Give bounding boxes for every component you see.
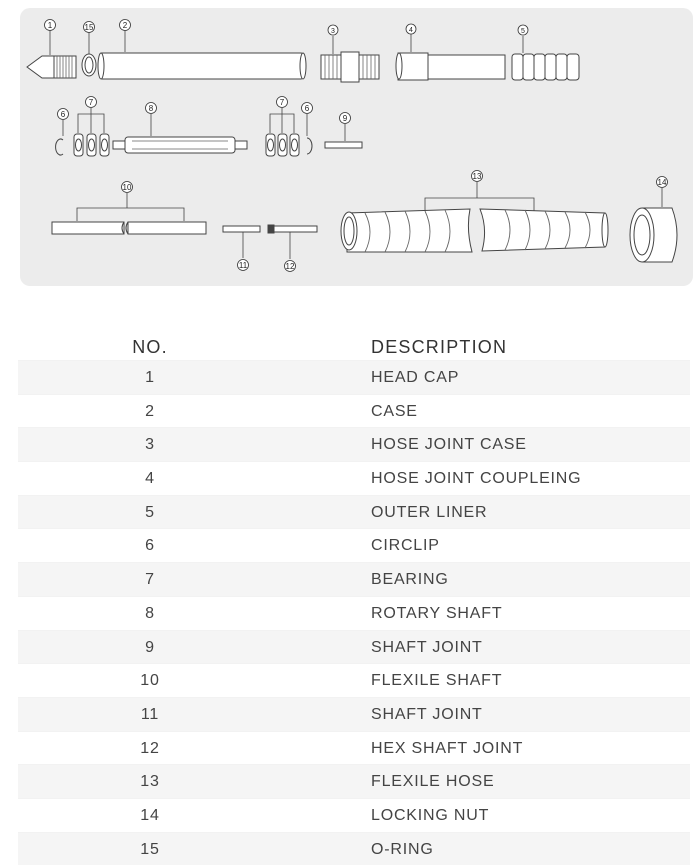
part-number: 14 bbox=[140, 806, 160, 824]
parts-table-header bbox=[18, 328, 690, 360]
part-hex-shaft-joint bbox=[268, 225, 317, 233]
table-row bbox=[18, 528, 690, 562]
part-number: 15 bbox=[140, 840, 160, 858]
callout-label: 15 bbox=[84, 23, 94, 32]
part-description: HOSE JOINT COUPLEING bbox=[371, 470, 582, 488]
exploded-parts-diagram bbox=[20, 8, 693, 286]
callout-label: 13 bbox=[472, 172, 482, 181]
part-description: HOSE JOINT CASE bbox=[371, 436, 527, 454]
part-circlip-right bbox=[307, 138, 312, 154]
part-head-cap bbox=[27, 56, 76, 78]
part-number: 11 bbox=[140, 705, 160, 723]
table-row bbox=[18, 394, 690, 428]
parts-drawing bbox=[20, 8, 693, 286]
table-row bbox=[18, 697, 690, 731]
callout-label: 5 bbox=[521, 28, 525, 35]
table-row bbox=[18, 461, 690, 495]
callout-label: 8 bbox=[148, 104, 154, 113]
table-row bbox=[18, 630, 690, 664]
part-description: LOCKING NUT bbox=[371, 806, 490, 824]
callout-label: 10 bbox=[122, 183, 132, 192]
table-row bbox=[18, 495, 690, 529]
table-row bbox=[18, 798, 690, 832]
part-number: 9 bbox=[145, 638, 155, 656]
table-row bbox=[18, 731, 690, 765]
callout-label: 7 bbox=[88, 98, 94, 107]
part-number: 1 bbox=[145, 369, 155, 386]
part-number: 5 bbox=[145, 503, 155, 521]
callout-label: 1 bbox=[47, 21, 53, 30]
part-description: O-RING bbox=[371, 840, 434, 858]
part-shaft-joint-11 bbox=[223, 226, 260, 232]
part-description: CIRCLIP bbox=[371, 537, 440, 555]
parts-table bbox=[18, 328, 690, 865]
callout-label: 12 bbox=[285, 262, 295, 271]
part-description: HEAD CAP bbox=[371, 369, 460, 386]
part-flexile-shaft bbox=[52, 222, 206, 234]
part-number: 2 bbox=[145, 402, 155, 420]
part-number: 8 bbox=[145, 604, 155, 622]
part-number: 10 bbox=[140, 672, 160, 690]
part-description: HEX SHAFT JOINT bbox=[371, 739, 524, 757]
table-row bbox=[18, 764, 690, 798]
callout-label: 4 bbox=[409, 27, 413, 34]
callout-label: 6 bbox=[304, 104, 310, 113]
part-bearings-left bbox=[74, 134, 109, 156]
part-description: SHAFT JOINT bbox=[371, 638, 483, 656]
part-description: FLEXILE SHAFT bbox=[371, 672, 503, 690]
callout-label: 9 bbox=[342, 114, 348, 123]
part-description: FLEXILE HOSE bbox=[371, 773, 495, 791]
part-hose-joint-case bbox=[321, 52, 379, 82]
part-number: 6 bbox=[145, 537, 155, 555]
part-case bbox=[98, 53, 306, 79]
part-outer-liner bbox=[512, 54, 579, 80]
part-description: BEARING bbox=[371, 571, 449, 589]
callout-label: 11 bbox=[238, 261, 248, 270]
callout-label: 14 bbox=[657, 178, 667, 187]
part-description: SHAFT JOINT bbox=[371, 705, 483, 723]
table-row bbox=[18, 832, 690, 865]
part-number: 4 bbox=[145, 470, 155, 488]
part-number: 13 bbox=[140, 773, 160, 791]
callout-label: 7 bbox=[279, 98, 285, 107]
part-number: 12 bbox=[140, 739, 160, 757]
callout-label: 6 bbox=[60, 110, 66, 119]
part-flexile-hose bbox=[341, 209, 608, 252]
part-description: ROTARY SHAFT bbox=[371, 604, 503, 622]
part-bearings-right bbox=[266, 134, 299, 156]
callout-label: 2 bbox=[122, 21, 128, 30]
parts-table-body bbox=[18, 360, 690, 865]
table-row bbox=[18, 663, 690, 697]
table-row bbox=[18, 596, 690, 630]
part-number: 3 bbox=[145, 436, 155, 454]
table-row bbox=[18, 360, 690, 394]
part-circlip-left bbox=[56, 139, 63, 155]
callout-label: 3 bbox=[331, 28, 335, 35]
header-description: DESCRIPTION bbox=[371, 337, 508, 357]
part-hose-joint-coupling bbox=[396, 53, 505, 80]
part-number: 7 bbox=[145, 571, 155, 589]
part-description: OUTER LINER bbox=[371, 503, 488, 521]
table-row bbox=[18, 427, 690, 461]
header-no: NO. bbox=[132, 337, 168, 357]
part-shaft-joint-9 bbox=[325, 142, 362, 148]
part-description: CASE bbox=[371, 402, 418, 420]
part-rotary-shaft bbox=[113, 137, 247, 153]
table-row bbox=[18, 562, 690, 596]
part-locking-nut bbox=[630, 208, 677, 262]
